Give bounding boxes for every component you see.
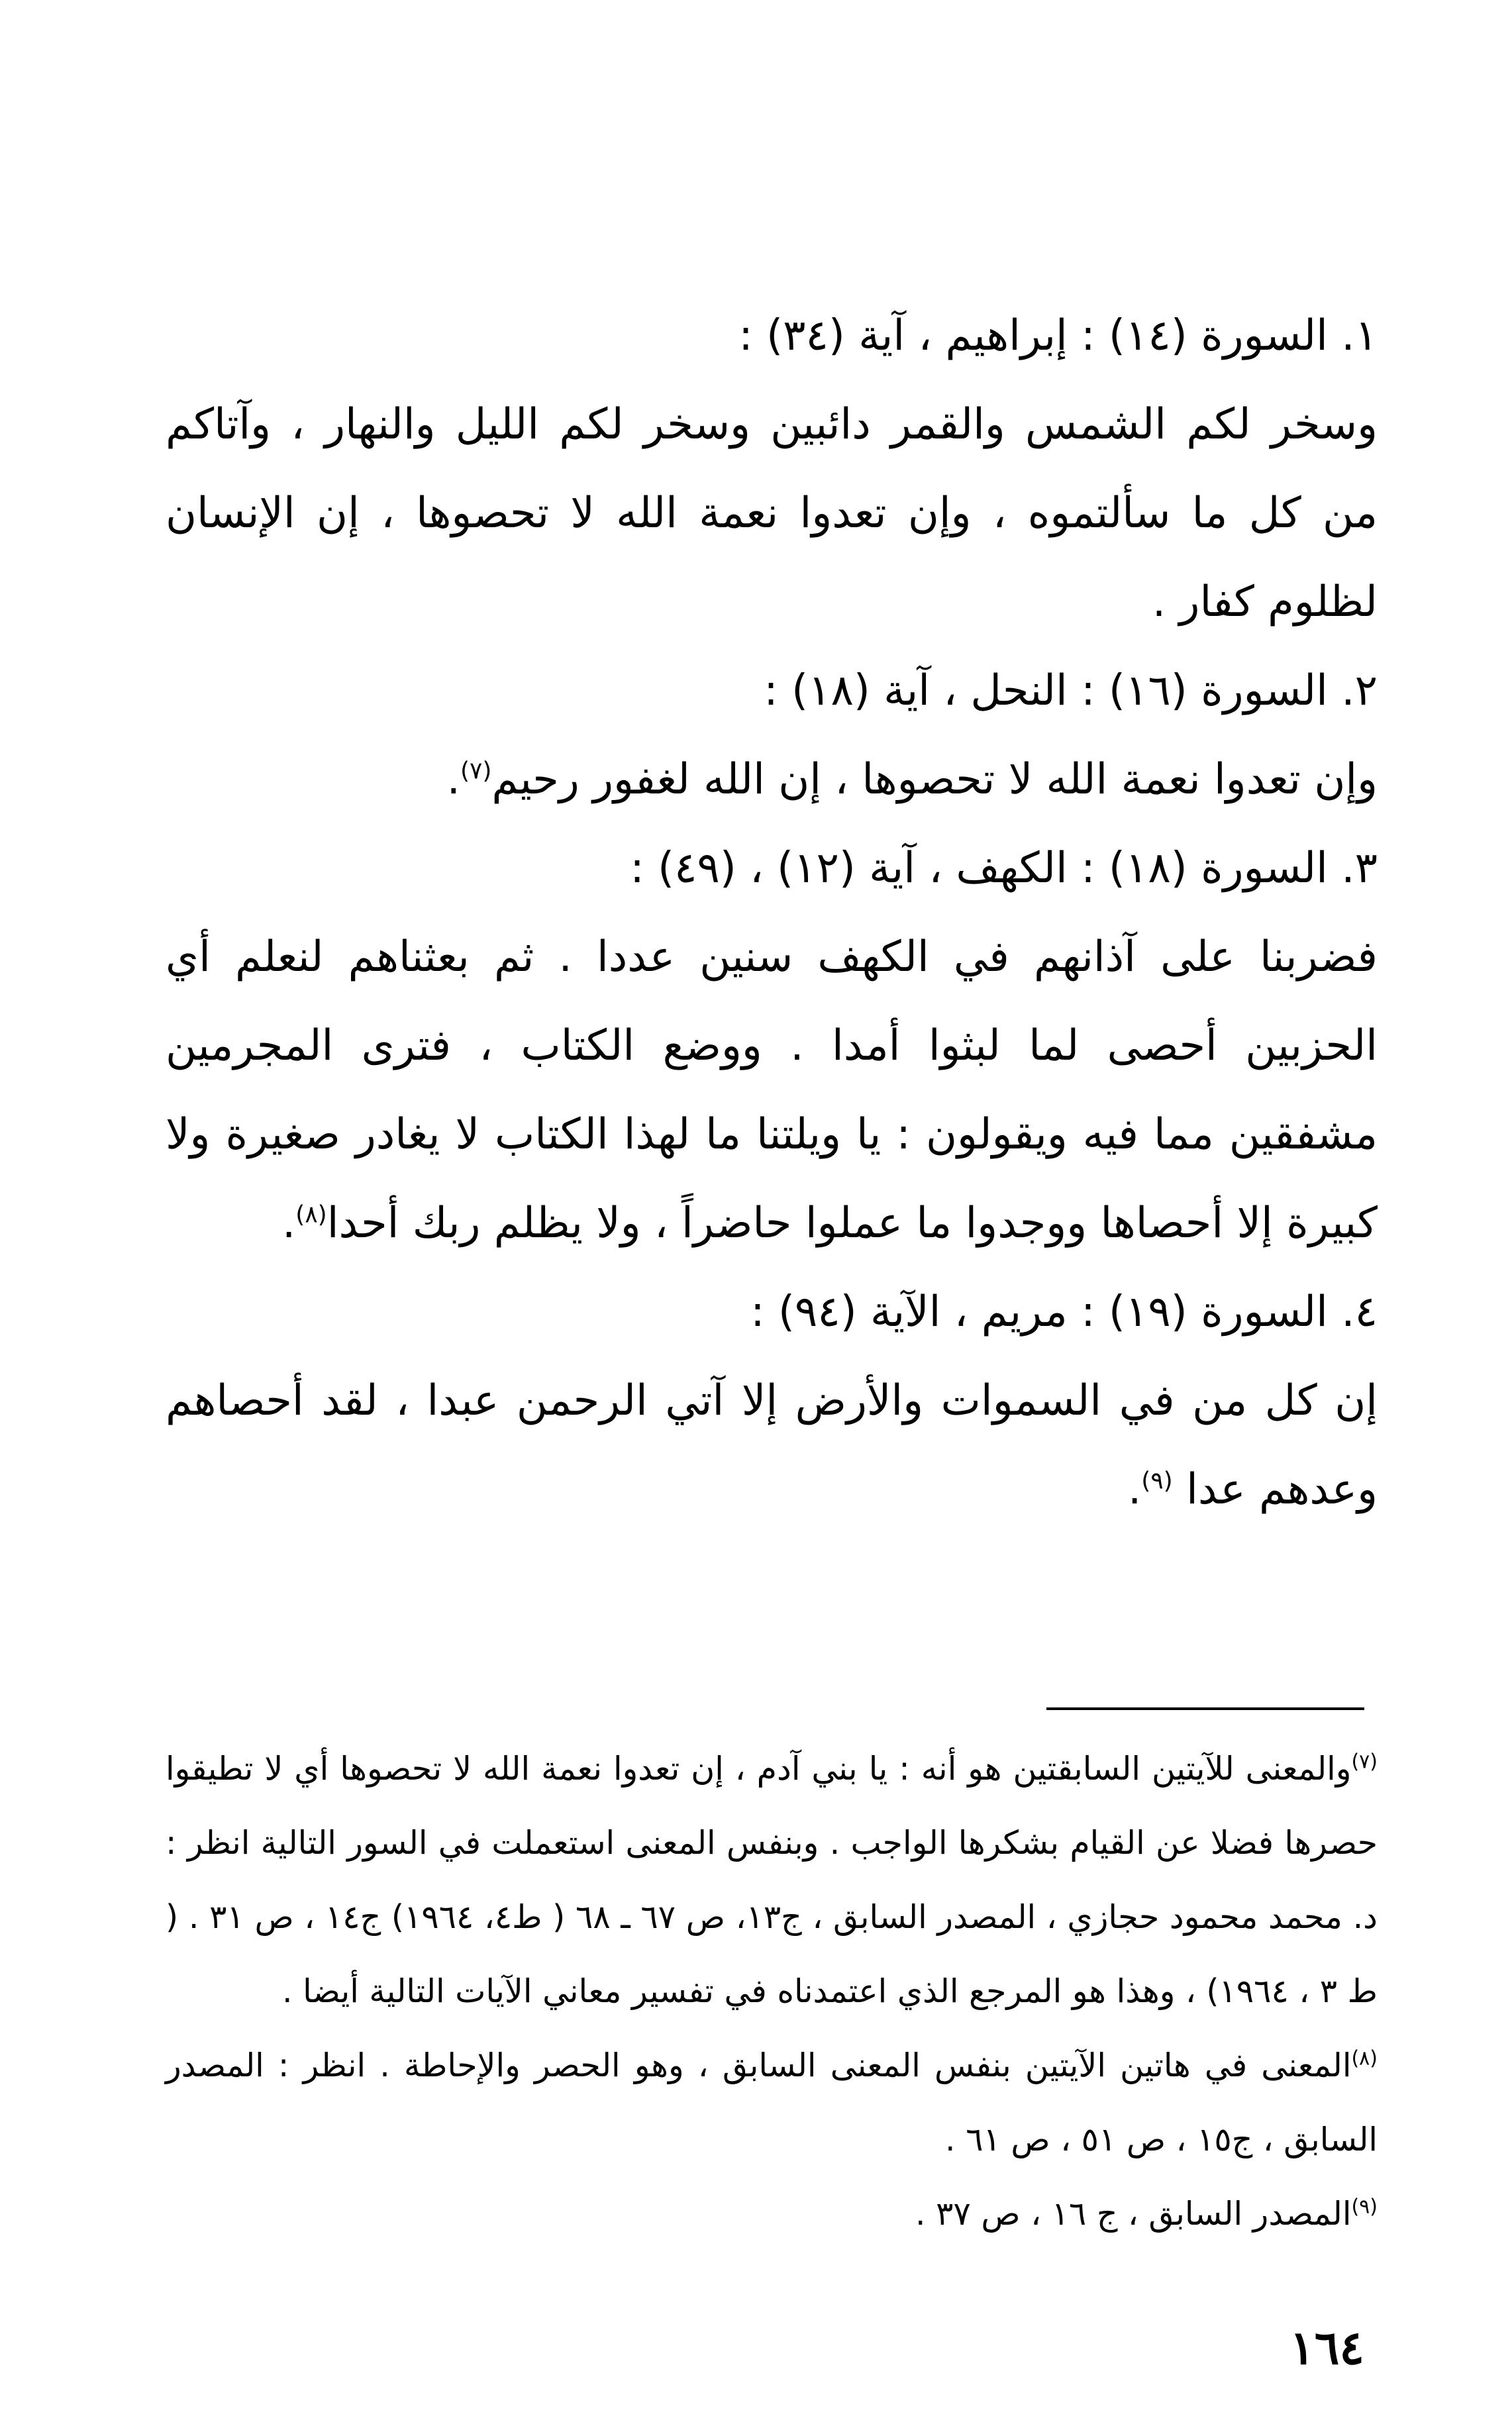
footnotes-section	[166, 1732, 1378, 2251]
surah-heading-ibrahim: ١. السورة (١٤) : إبراهيم ، آية (٣٤) :	[738, 311, 1378, 360]
surah-heading-nahl: ٢. السورة (١٦) : النحل ، آية (١٨) :	[764, 666, 1378, 715]
footnote-8	[166, 2029, 1378, 2177]
verse-text-nahl: وإن تعدوا نعمة الله لا تحصوها ، إن الله لغفور رحيم	[491, 755, 1378, 804]
footnote-9	[166, 2177, 1378, 2251]
surah-heading-maryam: ٤. السورة (١٩) : مريم ، الآية (٩٤) :	[750, 1288, 1378, 1337]
verse-end-maryam: .	[1127, 1465, 1142, 1514]
verse-text-ibrahim: وسخر لكم الشمس والقمر دائبين وسخر لكم الليل والنهار ، وآتاكم من كل ما سألتموه ، وإن تعدوا نعمة الله لا تحصوها ، إن الإنسان لظلوم كفار .	[166, 400, 1378, 627]
verse-end-nahl: .	[446, 755, 460, 804]
main-text-body	[166, 291, 1378, 1534]
verse-paragraph-nahl	[166, 735, 1378, 824]
footnote-marker-7: (٧)	[1351, 1750, 1378, 1774]
page-number: ١٦٤	[1289, 2320, 1364, 2375]
footnote-text-7: والمعنى للآيتين السابقتين هو أنه : يا بني آدم ، إن تعدوا نعمة الله لا تحصوها أي لا تطيقوا حصرها فضلا عن القيام بشكرها الواجب . وبنفس المعنى استعملت في السور التالية انظر : د. محمد محمود حجازي ، المصدر السابق ، ج١٣، ص ٦٧ ـ ٦٨ ( ط٤، ١٩٦٤) ج١٤ ، ص ٣١ . ( ط ٣ ، ١٩٦٤) ، وهذا هو المرجع الذي اعتمدناه في تفسير معاني الآيات التالية أيضا .	[166, 1750, 1378, 2010]
footnote-divider	[1046, 1707, 1364, 1710]
verse-paragraph-kahf	[166, 913, 1378, 1268]
footnote-marker-9: (٩)	[1351, 2195, 1378, 2219]
footnote-marker-8: (٨)	[1351, 2047, 1378, 2070]
verse-end-kahf: .	[281, 1199, 296, 1248]
footnote-text-8: المعنى في هاتين الآيتين بنفس المعنى السابق ، وهو الحصر والإحاطة . انظر : المصدر السابق ، ج١٥ ، ص ٥١ ، ص ٦١ .	[166, 2047, 1378, 2158]
verse-text-maryam: إن كل من في السموات والأرض إلا آتي الرحمن عبدا ، لقد أحصاهم وعدهم عدا	[166, 1376, 1378, 1514]
footnote-text-9: المصدر السابق ، ج ١٦ ، ص ٣٧ .	[915, 2195, 1352, 2233]
footnote-7	[166, 1732, 1378, 2029]
surah-heading-kahf: ٣. السورة (١٨) : الكهف ، آية (١٢) ، (٤٩) :	[630, 844, 1378, 893]
verse-paragraph-maryam	[166, 1356, 1378, 1534]
footnote-ref-7: (٧)	[460, 757, 492, 785]
verse-text-kahf: فضربنا على آذانهم في الكهف سنين عددا . ثم بعثناهم لنعلم أي الحزبين أحصى لما لبثوا أمدا . ووضع الكتاب ، فترى المجرمين مشفقين مما فيه ويقولون : يا ويلتنا ما لهذا الكتاب لا يغادر صغيرة ولا كبيرة إلا أحصاها ووجدوا ما عملوا حاضراً ، ولا يظلم ربك أحدا	[166, 933, 1378, 1248]
footnote-ref-8: (٨)	[295, 1201, 327, 1229]
footnote-ref-9: (٩)	[1141, 1467, 1173, 1495]
